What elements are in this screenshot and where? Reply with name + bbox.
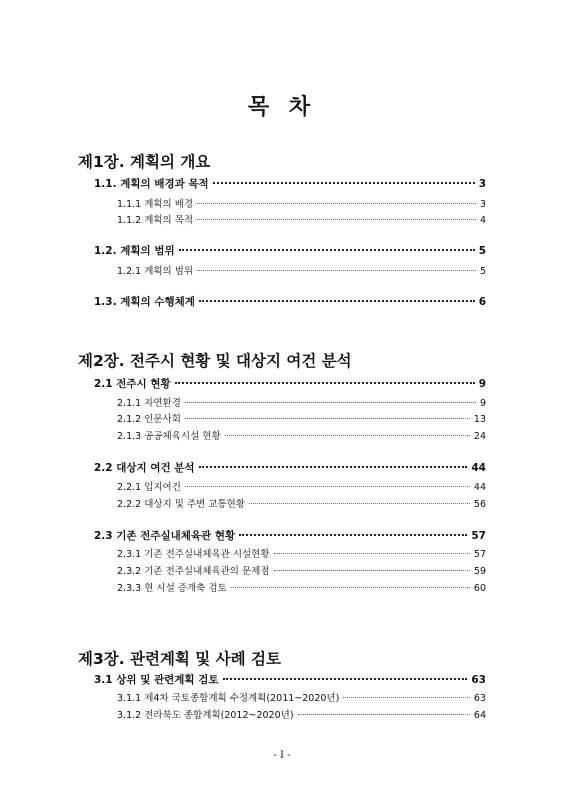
toc-sub-title: 2.2.1 입지여건 (117, 482, 181, 493)
toc-page-number: 4 (479, 215, 486, 226)
toc-section-title: 1.1. 계획의 배경과 목적 (94, 178, 209, 190)
toc-section-title: 2.3 기존 전주실내체육관 현황 (94, 530, 236, 542)
toc-sub-2-1-1[interactable] (117, 395, 486, 409)
toc-page-number: 5 (478, 245, 486, 257)
toc-sub-title: 2.3.2 기존 전주실내체육관의 문제점 (117, 566, 270, 577)
toc-section-2-2[interactable] (94, 460, 486, 475)
toc-section-title: 2.1 전주시 현황 (94, 378, 171, 390)
dot-leader (199, 458, 468, 468)
chapter-1-title: 제1장. 계획의 개요 (78, 153, 211, 171)
dot-leader (199, 292, 475, 302)
toc-sub-title: 2.1.3 공공체육시설 현황 (117, 431, 221, 442)
toc-sub-1-2-1[interactable] (117, 263, 486, 277)
dot-leader (197, 211, 476, 220)
toc-section-title: 3.1 상위 및 관련계획 검토 (94, 674, 219, 686)
toc-sub-2-2-2[interactable] (117, 496, 486, 510)
toc-sub-title: 3.1.2 전라북도 종합계획(2012~2020년) (117, 710, 294, 721)
toc-section-2-3[interactable] (94, 528, 486, 543)
toc-sub-1-1-2[interactable] (117, 212, 486, 226)
chapter-2-title: 제2장. 전주시 현황 및 대상지 여건 분석 (78, 352, 352, 370)
toc-sub-title: 2.3.3 현 시설 증개축 검토 (117, 583, 227, 594)
dot-leader (185, 394, 476, 403)
toc-sub-title: 2.1.1 자연환경 (117, 398, 181, 409)
toc-sub-3-1-2[interactable] (117, 707, 486, 721)
toc-sub-title: 3.1.1 제4차 국토종합계획 수정계획(2011~2020년) (117, 693, 340, 704)
toc-page-number: 57 (473, 549, 486, 560)
toc-page-number: 5 (479, 266, 486, 277)
dot-leader (274, 545, 470, 554)
toc-page-number: 6 (478, 296, 486, 308)
toc-page-number: 3 (479, 199, 486, 210)
toc-section-title: 2.2 대상지 여건 분석 (94, 462, 195, 474)
toc-page-number: 64 (473, 710, 486, 721)
toc-page-number: 60 (473, 583, 486, 594)
toc-page-number: 63 (471, 674, 486, 686)
dot-leader (249, 495, 470, 504)
toc-sub-2-2-1[interactable] (117, 479, 486, 493)
toc-page-number: 3 (478, 178, 486, 190)
toc-section-3-1[interactable] (94, 672, 486, 687)
toc-page-number: 57 (471, 530, 486, 542)
dot-leader (197, 262, 476, 271)
toc-sub-title: 1.1.2 계획의 목적 (117, 215, 194, 226)
dot-leader (179, 241, 475, 251)
dot-leader (185, 410, 470, 419)
toc-page-number: 44 (471, 462, 486, 474)
dot-leader (223, 670, 468, 680)
toc-page-number: 59 (473, 566, 486, 577)
toc-sub-title: 1.2.1 계획의 범위 (117, 266, 194, 277)
toc-sub-2-3-1[interactable] (117, 546, 486, 560)
toc-section-title: 1.2. 계획의 범위 (94, 245, 175, 257)
toc-sub-title: 1.1.1 계획의 배경 (117, 199, 194, 210)
toc-sub-2-3-2[interactable] (117, 563, 486, 577)
toc-page-number: 44 (473, 482, 486, 493)
toc-page-number: 9 (478, 378, 486, 390)
dot-leader (239, 526, 467, 536)
toc-section-1-2[interactable] (94, 243, 486, 258)
toc-sub-3-1-1[interactable] (117, 690, 486, 704)
toc-section-1-1[interactable] (94, 176, 486, 191)
toc-page-number: 63 (473, 693, 486, 704)
toc-sub-title: 2.2.2 대상지 및 주변 교통현황 (117, 499, 246, 510)
toc-section-2-1[interactable] (94, 376, 486, 391)
chapter-3-title: 제3장. 관련계획 및 사례 검토 (78, 650, 281, 668)
toc-sub-2-1-2[interactable] (117, 411, 486, 425)
toc-page-number: 56 (473, 499, 486, 510)
toc-sub-1-1-1[interactable] (117, 196, 486, 210)
page-title: 목 차 (247, 95, 317, 120)
page-footer-number: - I - (273, 750, 291, 761)
dot-leader (274, 562, 470, 571)
toc-section-1-3[interactable] (94, 294, 486, 309)
dot-leader (185, 478, 470, 487)
toc-page-number: 24 (473, 431, 486, 442)
toc-page-number: 13 (473, 414, 486, 425)
dot-leader (197, 195, 476, 204)
toc-page-number: 9 (479, 398, 486, 409)
dot-leader (231, 579, 470, 588)
dot-leader (175, 374, 475, 384)
dot-leader (343, 689, 470, 698)
toc-sub-2-3-3[interactable] (117, 580, 486, 594)
toc-sub-2-1-3[interactable] (117, 428, 486, 442)
dot-leader (225, 427, 470, 436)
dot-leader (298, 706, 470, 715)
dot-leader (213, 174, 475, 184)
toc-section-title: 1.3. 계획의 수행체계 (94, 296, 195, 308)
toc-sub-title: 2.3.1 기존 전주실내체육관 시설현황 (117, 549, 270, 560)
toc-sub-title: 2.1.2 인문사회 (117, 414, 181, 425)
